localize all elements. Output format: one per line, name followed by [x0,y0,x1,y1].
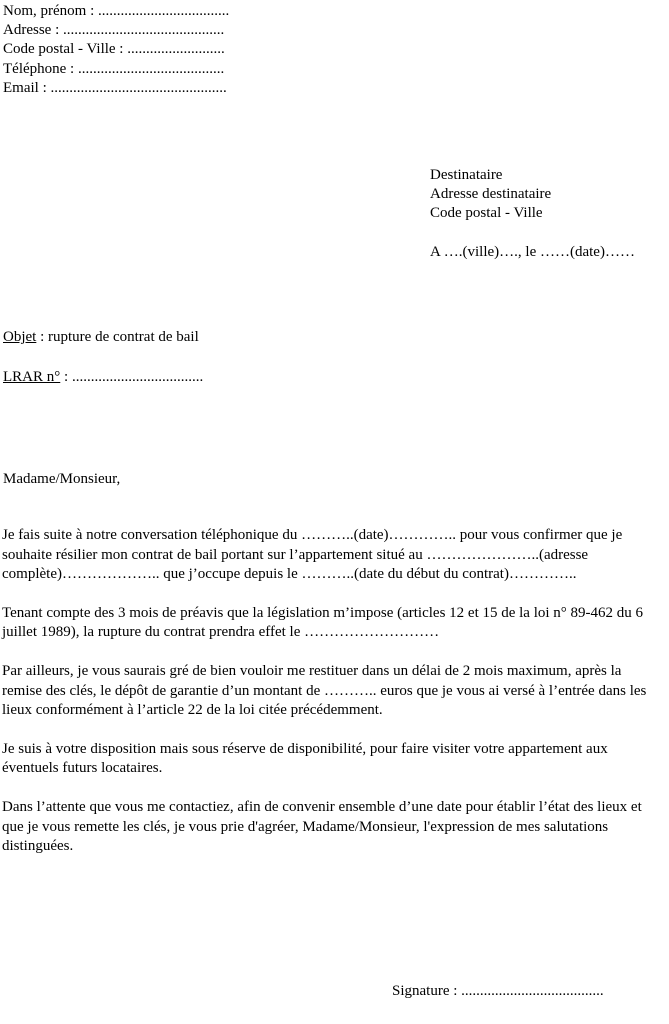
subject-separator: : [36,329,48,345]
sender-email-line: Email : ............................................... [3,79,227,96]
lrar-value: ................................... [71,369,204,385]
recipient-address-line: Adresse destinataire [430,186,552,203]
body-paragraph-3: Par ailleurs, je vous saurais gré de bien vouloir me restituer dans un délai de 2 mois maximum, après la remise des clés, le dépôt de garantie d’un montant de ……….. euros que je vous ai versé à l’entrée dans les lieux conformément à l’article 22 de la loi citée précédemment. [2,662,647,719]
sender-block [3,2,403,98]
signature-value: ...................................... [461,983,604,999]
signature-separator: : [449,983,462,999]
sender-postal-city-line: Code postal - Ville : .......................... [3,41,225,58]
signature-line [392,982,604,1001]
sender-name-line: Nom, prénom : ................................... [3,3,230,19]
body-paragraph-1: Je fais suite à notre conversation téléphonique du ………..(date)………….. pour vous confirmer que je souhaite résilier mon contrat de bail portant sur l’appartement situé au …………………..(adresse complète)……………….. que j’occupe depuis le ………..(date du début du contrat)………….. [2,527,623,583]
lrar-separator: : [60,369,72,385]
lrar-label: LRAR n° [3,369,61,385]
sender-address-line: Adresse : ........................................... [3,22,225,39]
lrar-reference-line [3,368,203,387]
signature-label: Signature [392,983,450,999]
subject-label: Objet [3,329,37,345]
sender-phone-line: Téléphone : ....................................... [3,60,225,77]
subject-block [3,328,503,347]
subject-value: rupture de contrat de bail [48,329,199,345]
letter-body [2,526,663,857]
body-paragraph-2: Tenant compte des 3 mois de préavis que la législation m’impose (articles 12 et 15 de la loi n° 89-462 du 6 juillet 1989), la rupture du contrat prendra effet le ……………………… [2,604,644,641]
body-paragraph-5: Dans l’attente que vous me contactiez, afin de convenir ensemble d’une date pour établir l’état des lieux et que je vous remette les clés, je vous prie d'agréer, Madame/Monsieur, l'expression de mes salutations distinguées. [2,798,642,855]
salutation-line: Madame/Monsieur, [3,471,121,487]
recipient-postal-city-line: Code postal - Ville [430,205,543,222]
body-paragraph-4: Je suis à votre disposition mais sous réserve de disponibilité, pour faire visiter votre appartement aux éventuels futurs locataires. [2,740,608,777]
place-and-date-line: A ….(ville)…., le ……(date)…… [430,244,635,260]
recipient-block [430,166,669,224]
subject-line [3,328,503,347]
recipient-name-line: Destinataire [430,167,503,183]
